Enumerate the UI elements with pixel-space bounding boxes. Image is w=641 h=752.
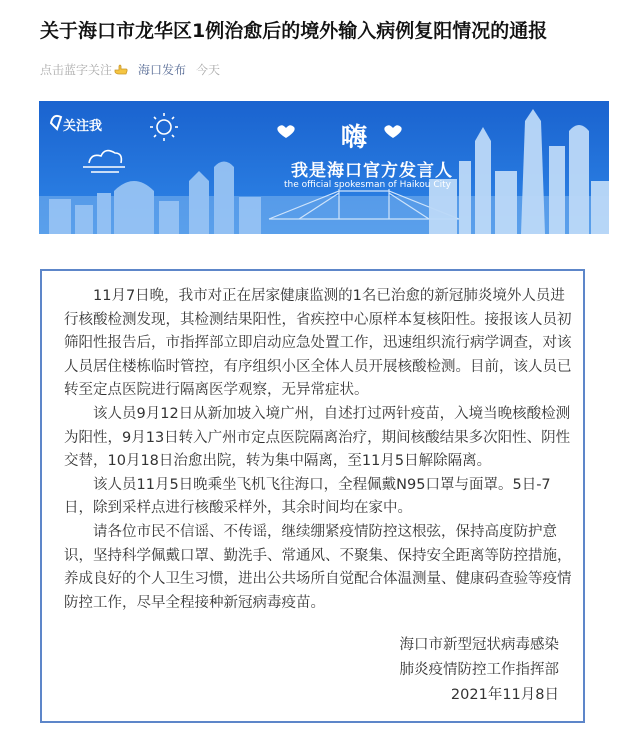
banner-slogan-en: the official spokesman of Haikou City [284,180,451,190]
follow-hint[interactable]: 点击蓝字关注 [40,62,113,77]
notice-paragraph: 11月7日晚，我市对正在居家健康监测的1名已治愈的新冠肺炎境外人员进行核酸检测发现，其检测结果阳性，省疾控中心原样本复核阳性。接报该人员初筛阳性报告后，市指挥部立即启动应急处置工作，迅速组织流行病学调查，对该人员居住楼栋临时管控，有序组织小区全体人员开展核酸检测。目前，该人员已转至定点医院进行隔离医学观察，无异常症状。 [64,288,572,399]
banner-image[interactable] [39,101,609,234]
account-link[interactable]: 海口发布 [138,62,187,77]
article-meta [40,60,220,78]
signature-date: 2021年11月8日 [450,687,559,703]
notice-signature [400,633,560,708]
article-title: 关于海口市龙华区1例治愈后的境外输入病例复阳情况的通报 [40,20,548,42]
signature-org-line1: 海口市新型冠状病毒感染 [399,637,559,653]
banner-follow-label: 关注我 [63,119,103,134]
notice-paragraph: 该人员11月5日晚乘坐飞机飞往海口，全程佩戴N95口罩与面罩。5日-7日，除到采样点进行核酸采样外，其余时间均在家中。 [64,476,551,517]
banner-greeting: 嗨 [341,123,368,153]
banner-slogan: 我是海口官方发言人 [291,161,453,181]
notice-box [40,269,585,723]
signature-org-line2: 肺炎疫情防控工作指挥部 [399,662,559,678]
notice-paragraph: 该人员9月12日从新加坡入境广州，自述打过两针疫苗，入境当晚核酸检测为阳性，9月13日转入广州市定点医院隔离治疗，期间核酸结果多次阳性、阴性交替，10月18日治愈出院，转为集中隔离，至11月5日解除隔离。 [64,405,571,470]
notice-paragraph: 请各位市民不信谣、不传谣，继续绷紧疫情防控这根弦，保持高度防护意识，坚持科学佩戴口罩、勤洗手、常通风、不聚集、保持安全距离等防控措施，养成良好的个人卫生习惯，进出公共场所自觉配合体温测量、健康码查验等疫情防控工作，尽早全程接种新冠病毒疫苗。 [64,523,572,611]
publish-date: 今天 [196,62,221,77]
pointing-hand-icon [114,63,128,75]
notice-body [64,285,574,615]
